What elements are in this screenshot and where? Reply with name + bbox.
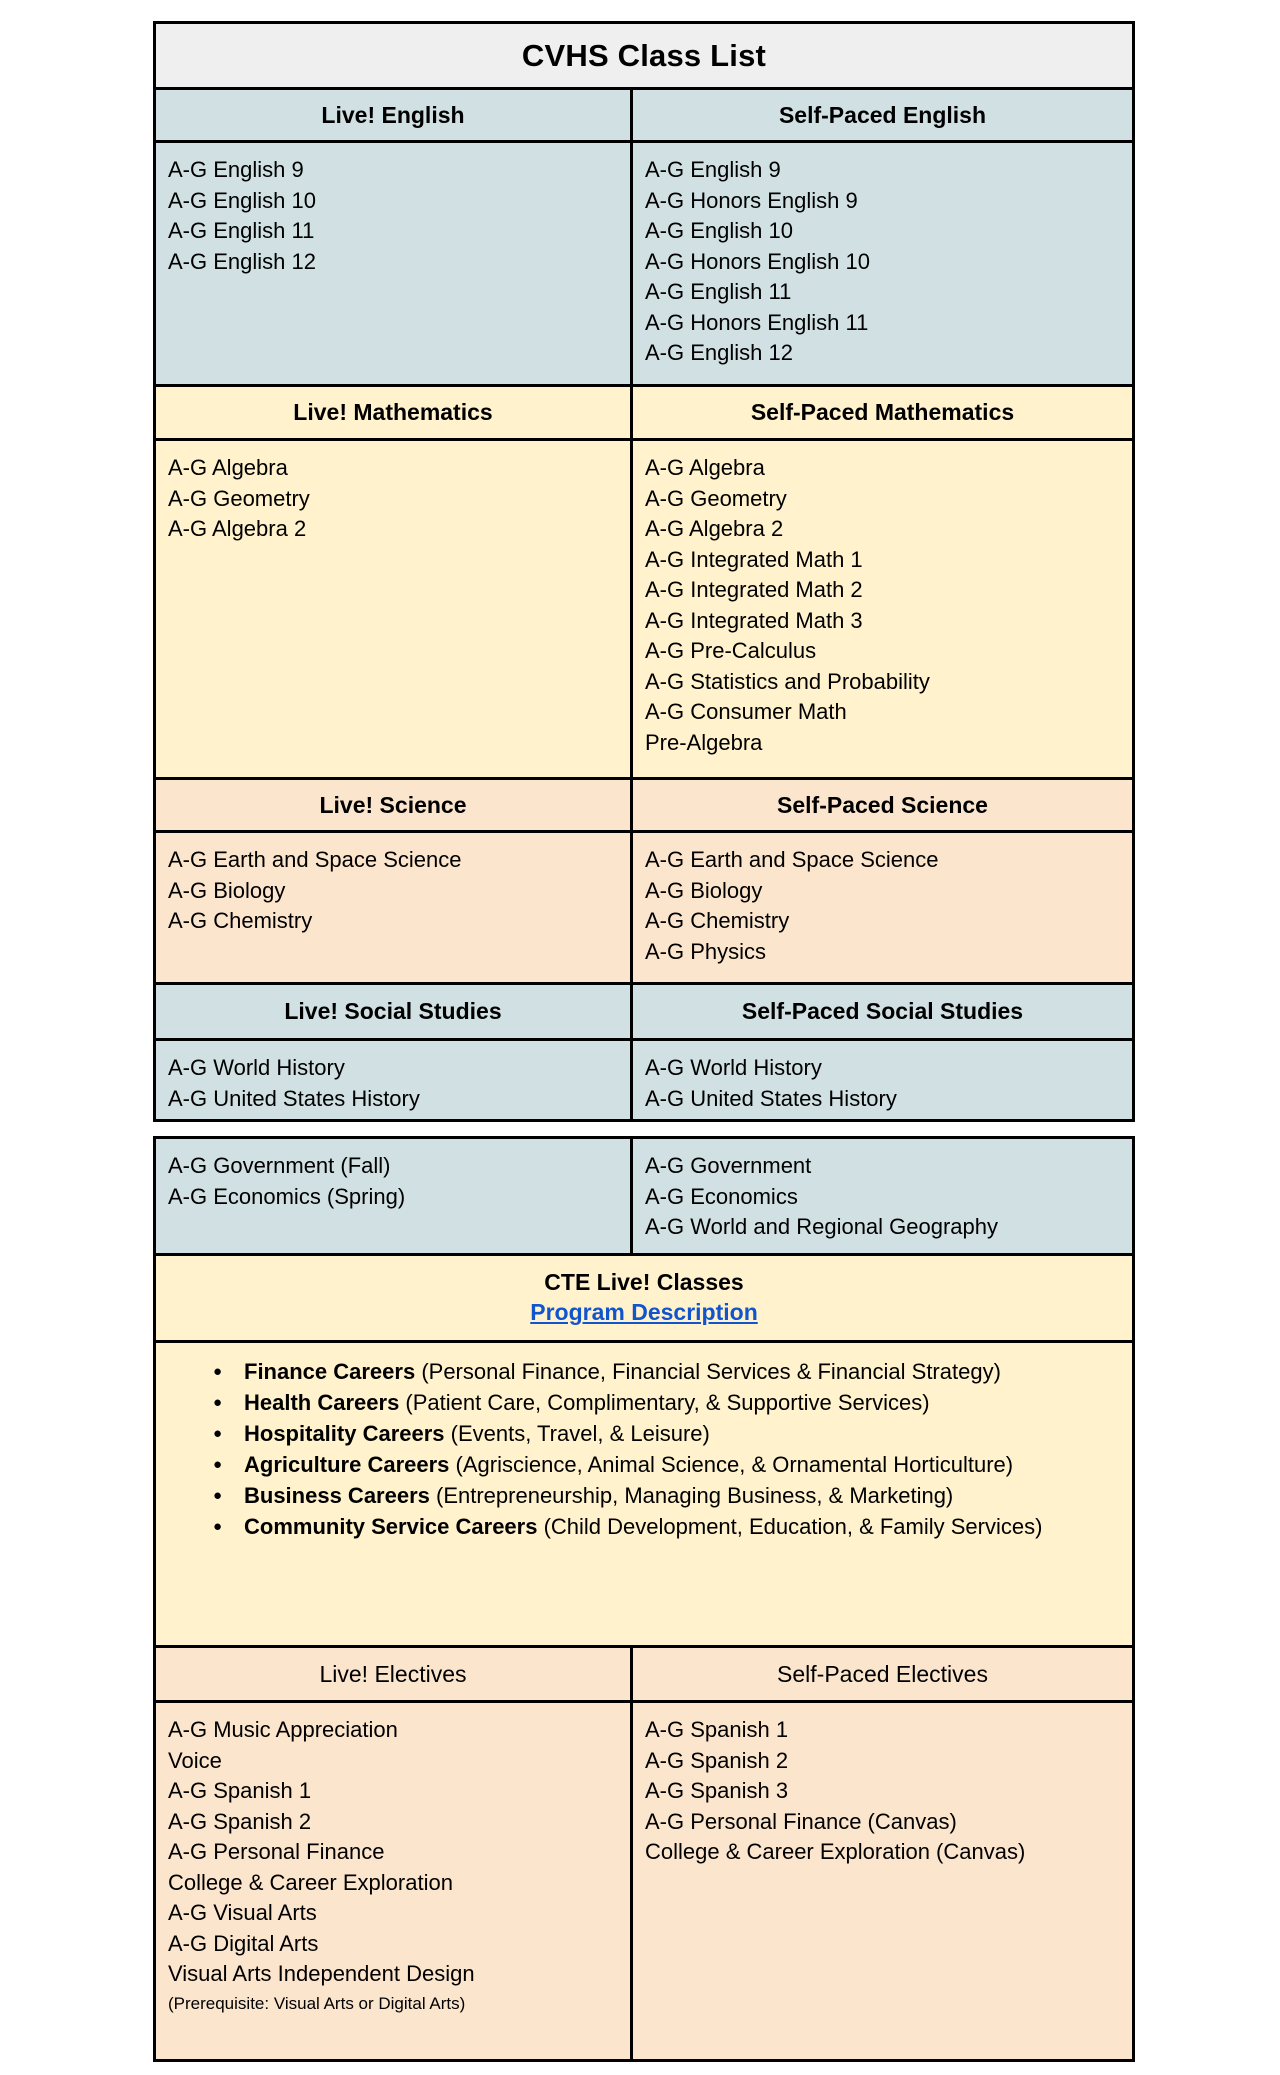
math-body-row (156, 438, 1132, 777)
bullet-icon: ● (213, 1425, 223, 1442)
course-item: A-G Chemistry (645, 908, 790, 933)
live-math-cell (156, 441, 633, 777)
course-item: Pre-Algebra (645, 729, 763, 755)
course-item: A-G Earth and Space Science (168, 847, 462, 872)
course-item: A-G Chemistry (168, 908, 313, 933)
course-item: A-G English 12 (645, 340, 793, 365)
self-paced-math-course-list (645, 453, 1118, 758)
career-name: Hospitality Careers (244, 1421, 445, 1446)
bullet-icon: ● (213, 1363, 223, 1380)
course-item: A-G Consumer Math (645, 699, 847, 724)
live-electives-cell (156, 1703, 633, 2059)
course-item: A-G Integrated Math 2 (645, 577, 863, 602)
social-studies-header-row (156, 982, 1132, 1038)
career-name: Health Careers (244, 1390, 400, 1415)
course-item: A-G Spanish 1 (168, 1778, 312, 1803)
prerequisite-note: (Prerequisite: Visual Arts or Digital Arts) (168, 1993, 466, 2013)
self-paced-math-cell (633, 441, 1132, 777)
course-item: A-G Honors English 11 (645, 309, 869, 335)
social-studies-body-row (156, 1038, 1132, 1119)
header-self-paced-electives: Self-Paced Electives (777, 1660, 988, 1687)
career-list-item (156, 1449, 1077, 1480)
course-item: A-G Visual Arts (168, 1900, 317, 1925)
course-item: A-G Biology (645, 877, 763, 903)
career-name: Finance Careers (244, 1359, 416, 1384)
english-header-row (156, 87, 1132, 140)
course-item: A-G Physics (645, 938, 767, 964)
course-item: A-G Biology (168, 877, 286, 903)
header-live-electives: Live! Electives (156, 1648, 633, 1700)
course-item: A-G Integrated Math 3 (645, 607, 863, 633)
career-list-item (156, 1480, 1077, 1511)
course-item: A-G Algebra (645, 455, 765, 480)
self-paced-english-course-list (645, 155, 1118, 369)
self-paced-social-studies-cell (633, 1041, 1132, 1119)
science-header-row (156, 777, 1132, 830)
course-item: A-G Algebra (168, 455, 288, 480)
course-item: A-G Government (645, 1153, 812, 1178)
career-name: Business Careers (244, 1483, 430, 1508)
cte-careers-list (156, 1356, 1077, 1542)
course-item: A-G World History (645, 1055, 822, 1080)
science-body-row (156, 830, 1132, 982)
course-item: A-G English 9 (645, 157, 781, 182)
cte-careers-cell (156, 1343, 1132, 1645)
self-paced-electives-cell (633, 1703, 1132, 2059)
course-item: A-G Statistics and Probability (645, 668, 930, 694)
table-title-row (156, 24, 1132, 87)
course-item: A-G Pre-Calculus (645, 638, 817, 663)
header-self-paced-social-studies: Self-Paced Social Studies (741, 998, 1024, 1024)
electives-body-row (156, 1700, 1132, 2059)
course-item: A-G Spanish 2 (168, 1808, 312, 1834)
class-list-table-lower (153, 1136, 1135, 2062)
math-header-row (156, 384, 1132, 438)
career-list-item (156, 1511, 1077, 1542)
cte-body-row (156, 1340, 1132, 1645)
course-item: A-G World and Regional Geography (645, 1214, 999, 1239)
career-list-item (156, 1418, 1077, 1449)
class-list-table-upper (153, 21, 1135, 1122)
cte-title: CTE Live! Classes (544, 1269, 744, 1295)
course-item: A-G Personal Finance (Canvas) (645, 1808, 957, 1834)
self-paced-english-cell (633, 143, 1132, 384)
career-description: (Events, Travel, & Leisure) (444, 1421, 710, 1446)
self-paced-science-cell (633, 833, 1132, 982)
live-english-cell (156, 143, 633, 384)
live-science-cell (156, 833, 633, 982)
header-live-mathematics: Live! Mathematics (156, 387, 633, 438)
course-item: A-G Honors English 10 (645, 248, 870, 274)
bullet-icon: ● (213, 1456, 223, 1473)
course-item: A-G Honors English 9 (645, 187, 858, 213)
career-list-item (156, 1356, 1077, 1387)
course-item: College & Career Exploration (168, 1869, 453, 1895)
course-item: Visual Arts Independent Design (168, 1961, 475, 1986)
course-item: A-G Earth and Space Science (645, 847, 939, 872)
header-self-paced-mathematics: Self-Paced Mathematics (750, 399, 1015, 425)
course-item: A-G English 11 (168, 218, 315, 243)
live-math-course-list (168, 453, 616, 545)
self-paced-government-economics-cell (633, 1139, 1132, 1253)
career-description: (Child Development, Education, & Family Services) (537, 1514, 1043, 1539)
cte-header-row (156, 1253, 1132, 1340)
course-item: A-G Spanish 3 (645, 1778, 789, 1803)
live-social-studies-course-list (168, 1053, 616, 1114)
career-description: (Entrepreneurship, Managing Business, & Marketing) (429, 1483, 954, 1508)
course-item: A-G Geometry (168, 485, 310, 511)
course-item: A-G Algebra 2 (645, 516, 784, 541)
career-description: (Agriscience, Animal Science, & Ornamental Horticulture) (449, 1452, 1014, 1477)
live-government-economics-cell (156, 1139, 633, 1253)
course-item: A-G English 10 (645, 218, 793, 243)
self-paced-social-studies-course-list (645, 1053, 1118, 1114)
self-paced-government-course-list (645, 1151, 1118, 1243)
bullet-icon: ● (213, 1487, 223, 1504)
program-description-link[interactable]: Program Description (530, 1299, 758, 1325)
course-item: A-G Spanish 1 (645, 1717, 789, 1742)
self-paced-science-course-list (645, 845, 1118, 967)
course-item: A-G Algebra 2 (168, 516, 307, 541)
course-item: A-G World History (168, 1055, 345, 1080)
course-item: A-G English 11 (645, 279, 792, 304)
header-self-paced-english: Self-Paced English (778, 101, 987, 128)
course-item: A-G English 12 (168, 248, 316, 274)
header-live-social-studies: Live! Social Studies (156, 985, 633, 1038)
course-item: A-G Economics (645, 1183, 798, 1209)
course-item: A-G Integrated Math 1 (645, 546, 863, 572)
career-name: Agriculture Careers (244, 1452, 450, 1477)
course-item: A-G Geometry (645, 485, 787, 511)
course-item: A-G United States History (645, 1085, 897, 1111)
live-english-course-list (168, 155, 616, 277)
course-item: A-G Spanish 2 (645, 1747, 789, 1773)
electives-header-row (156, 1645, 1132, 1700)
course-item: Voice (168, 1747, 222, 1773)
live-government-course-list (168, 1151, 616, 1212)
live-science-course-list (168, 845, 616, 937)
career-list-item (156, 1387, 1077, 1418)
header-self-paced-science: Self-Paced Science (777, 791, 988, 818)
course-item: A-G Economics (Spring) (168, 1183, 406, 1209)
social-studies-extra-body-row (156, 1139, 1132, 1253)
page-title: CVHS Class List (521, 37, 767, 73)
course-item: College & Career Exploration (Canvas) (645, 1839, 1026, 1864)
career-name: Community Service Careers (244, 1514, 538, 1539)
course-item: A-G English 10 (168, 187, 316, 213)
live-electives-course-list (168, 1715, 616, 1990)
course-item: A-G English 9 (168, 157, 304, 182)
header-live-english: Live! English (156, 90, 633, 140)
course-item: A-G Music Appreciation (168, 1717, 398, 1742)
header-live-science: Live! Science (156, 780, 633, 830)
course-item: A-G Digital Arts (168, 1930, 319, 1956)
career-description: (Personal Finance, Financial Services & Financial Strategy) (415, 1359, 1001, 1384)
english-body-row (156, 140, 1132, 384)
self-paced-electives-course-list (645, 1715, 1118, 1868)
bullet-icon: ● (213, 1518, 223, 1535)
live-social-studies-cell (156, 1041, 633, 1119)
course-item: A-G United States History (168, 1085, 420, 1111)
bullet-icon: ● (213, 1394, 223, 1411)
course-item: A-G Government (Fall) (168, 1153, 391, 1178)
course-item: A-G Personal Finance (168, 1839, 385, 1864)
career-description: (Patient Care, Complimentary, & Supportive Services) (399, 1390, 930, 1415)
